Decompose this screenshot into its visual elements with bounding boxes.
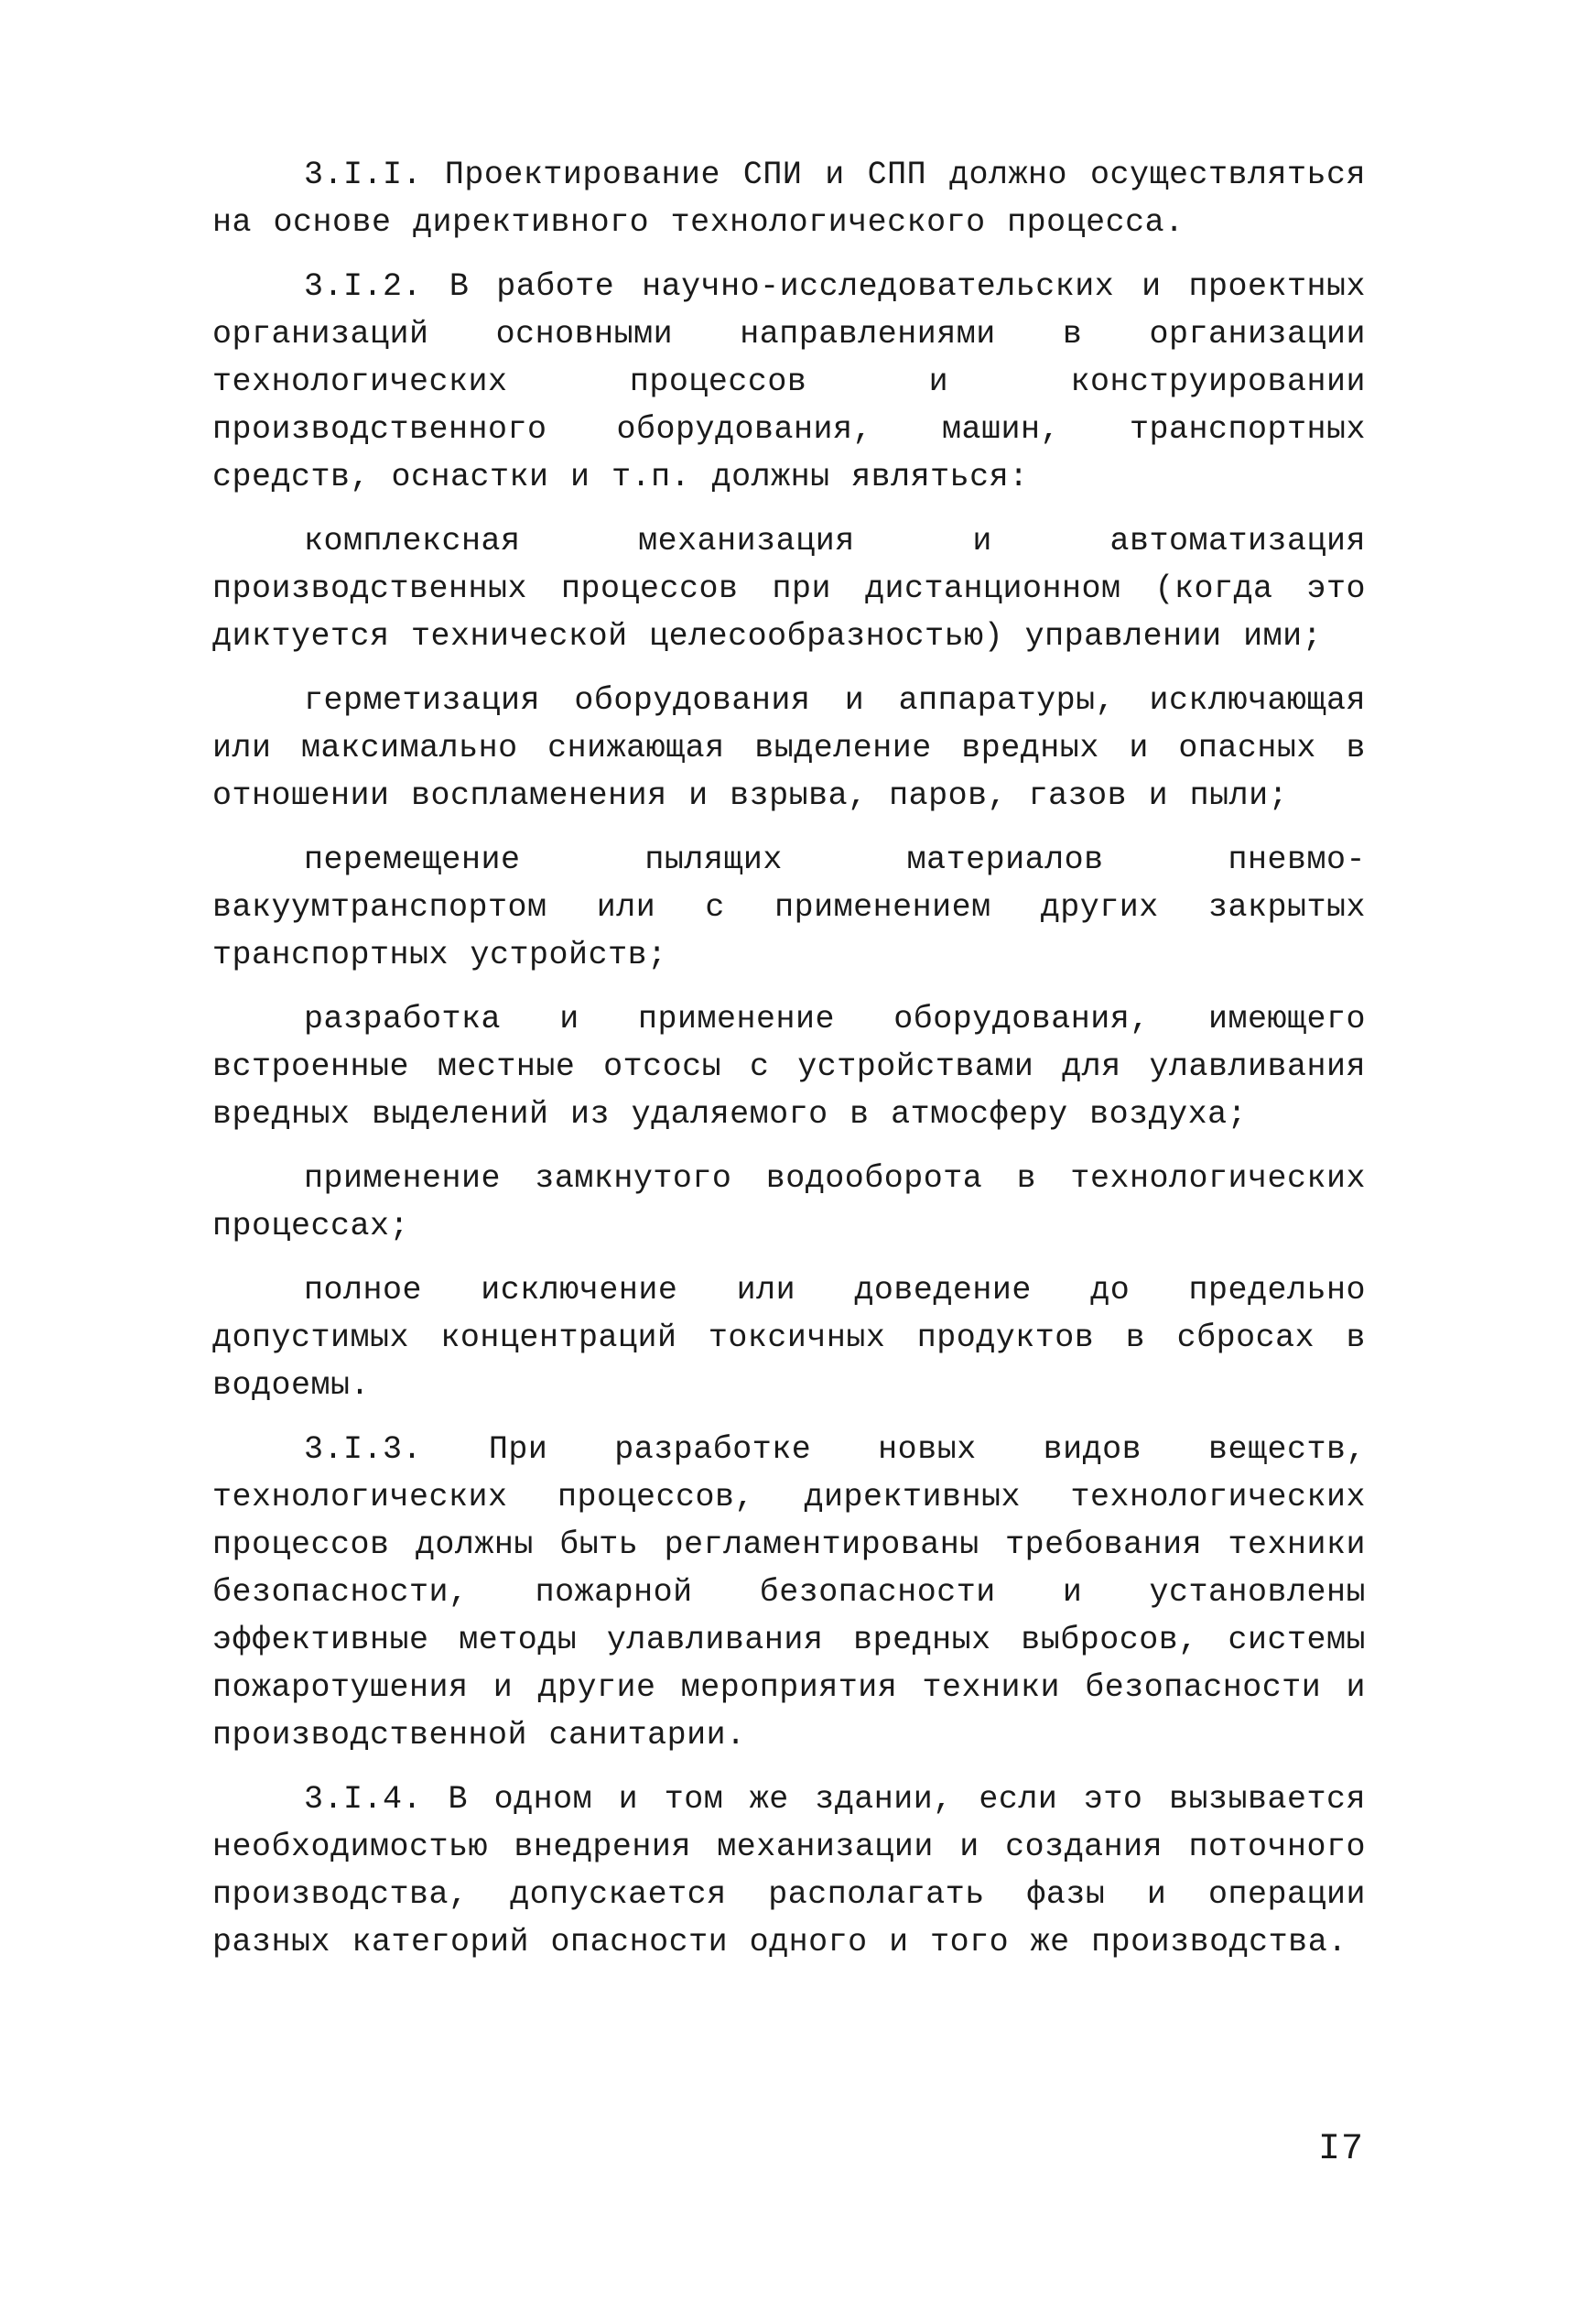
list-item: применение замкнутого водооборота в технологических процессах; <box>212 1160 1366 1244</box>
body-text <box>212 151 1366 1982</box>
paragraph-3-1-4: 3.I.4. В одном и том же здании, если это вызывается необходимостью внедрения механизации и создания поточного производства, допускается располагать фазы и операции разных категорий опасности одного и того же производства. <box>212 1781 1366 1960</box>
paragraph-3-1-1: 3.I.I. Проектирование СПИ и СПП должно осуществляться на основе директивного технологического процесса. <box>212 157 1366 241</box>
paragraph-3-1-2: 3.I.2. В работе научно-исследовательских и проектных организаций основными направлениями в организации технологических процессов и конструировании производственного оборудования, машин, транспортных средств, оснастки и т.п. должны являться: <box>212 268 1366 495</box>
page-number: I7 <box>1318 2129 1365 2170</box>
list-item: комплексная механизация и автоматизация производственных процессов при дистанционном (когда это диктуется технической целесообразностью) управлении ими; <box>212 523 1366 655</box>
list-item: герметизация оборудования и аппаратуры, исключающая или максимально снижающая выделение вредных и опасных в отношении воспламенения и взрыва, паров, газов и пыли; <box>212 682 1366 814</box>
list-item: полное исключение или доведение до предельно допустимых концентраций токсичных продуктов в сбросах в водоемы. <box>212 1272 1366 1404</box>
list-item: разработка и применение оборудования, имеющего встроенные местные отсосы с устройствами для улавливания вредных выделений из удаляемого в атмосферу воздуха; <box>212 1001 1366 1133</box>
list-item: перемещение пылящих материалов пневмо-вакуумтранспортом или с применением других закрытых транспортных устройств; <box>212 842 1366 973</box>
paragraph-3-1-3: 3.I.3. При разработке новых видов веществ, технологических процессов, директивных технологических процессов должны быть регламентированы требования техники безопасности, пожарной безопасности и установлены эффективные методы улавливания вредных выбросов, системы пожаротушения и другие мероприятия техники безопасности и производственной санитарии. <box>212 1431 1366 1754</box>
